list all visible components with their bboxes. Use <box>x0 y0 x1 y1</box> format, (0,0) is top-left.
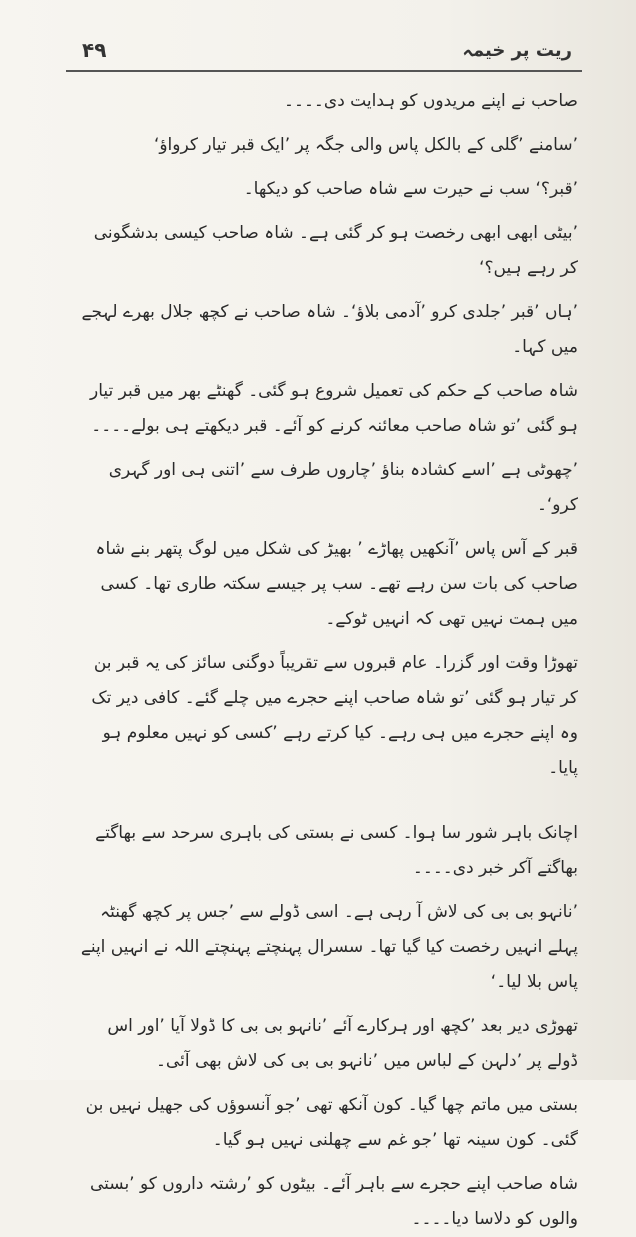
page-body <box>78 84 578 1229</box>
header-divider <box>66 70 582 72</box>
paragraph: ’قبر؟‘ سب نے حیرت سے شاہ صاحب کو دیکھا۔ <box>243 179 578 199</box>
paragraph: بستی میں ماتم چھا گیا۔ کون آنکھ تھی ’جو آنسوؤں کی جھیل نہیں بن گئی۔ کون سینہ تھا ’جو غم سے چھلنی نہیں ہو گیا۔ <box>85 1095 578 1150</box>
paragraph: ’سامنے ’گلی کے بالکل پاس والی جگہ پر ’ایک قبر تیار کرواؤ‘ <box>153 135 578 155</box>
paragraph: ’چھوٹی ہے ’اسے کشادہ بناؤ ’چاروں طرف سے ’اتنی ہی اور گہری کرو‘۔ <box>108 460 578 515</box>
book-title: ریت پر خیمہ <box>462 40 572 61</box>
paragraph: قبر کے آس پاس ’آنکھیں پھاڑے ’ بھیڑ کی شکل میں لوگ پتھر بنے شاہ صاحب کی بات سن رہے تھے۔ سب پر جیسے سکتہ طاری تھا۔ کسی میں ہمت نہیں تھی کہ انہیں ٹوکے۔ <box>95 539 578 629</box>
paragraph: شاہ صاحب اپنے حجرے سے باہر آئے۔ بیٹوں کو ’رشتہ داروں کو ’بستی والوں کو دلاسا دیا۔۔۔۔ <box>89 1174 578 1229</box>
paragraph: شاہ صاحب کے حکم کی تعمیل شروع ہو گئی۔ گھنٹے بھر میں قبر تیار ہو گئی ’تو شاہ صاحب معائنہ کرنے کو آئے۔ قبر دیکھتے ہی بولے۔۔۔۔ <box>90 381 578 436</box>
paragraph: تھوڑا وقت اور گزرا۔ عام قبروں سے تقریباً دوگنی سائز کی یہ قبر بن کر تیار ہو گئی ’تو شاہ صاحب اپنے حجرے میں چلے گئے۔ کافی دیر تک وہ اپنے حجرے میں ہی رہے۔ کیا کرتے رہے ’کسی کو نہیں معلوم ہو پایا۔ <box>91 653 578 778</box>
page-header <box>66 34 582 72</box>
paragraph: ’بیٹی ابھی ابھی رخصت ہو کر گئی ہے۔ شاہ صاحب کیسی بدشگونی کر رہے ہیں؟‘ <box>93 223 578 278</box>
paragraph: اچانک باہر شور سا ہوا۔ کسی نے بستی کی باہری سرحد سے بھاگتے بھاگتے آکر خبر دی۔۔۔۔ <box>95 823 578 878</box>
paragraph: ’نانہو بی بی کی لاش آ رہی ہے۔ اسی ڈولے سے ’جس پر کچھ گھنٹہ پہلے انہیں رخصت کیا گیا تھا۔ سسرال پہنچتے پہنچتے اللہ نے انہیں اپنے پاس بلا لیا۔‘ <box>80 902 578 992</box>
page-number: ۴۹ <box>82 38 107 62</box>
paragraph: تھوڑی دیر بعد ’کچھ اور ہرکارے آئے ’نانہو بی بی کا ڈولا آیا ’اور اس ڈولے پر ’دلہن کے لباس میں ’نانہو بی بی کی لاش بھی آئی۔ <box>107 1016 578 1071</box>
paragraph: ’ہاں ’قبر ’جلدی کرو ’آدمی بلاؤ‘۔ شاہ صاحب نے کچھ جلال بھرے لہجے میں کہا۔ <box>81 302 578 357</box>
paragraph: صاحب نے اپنے مریدوں کو ہدایت دی۔۔۔۔ <box>284 91 578 111</box>
